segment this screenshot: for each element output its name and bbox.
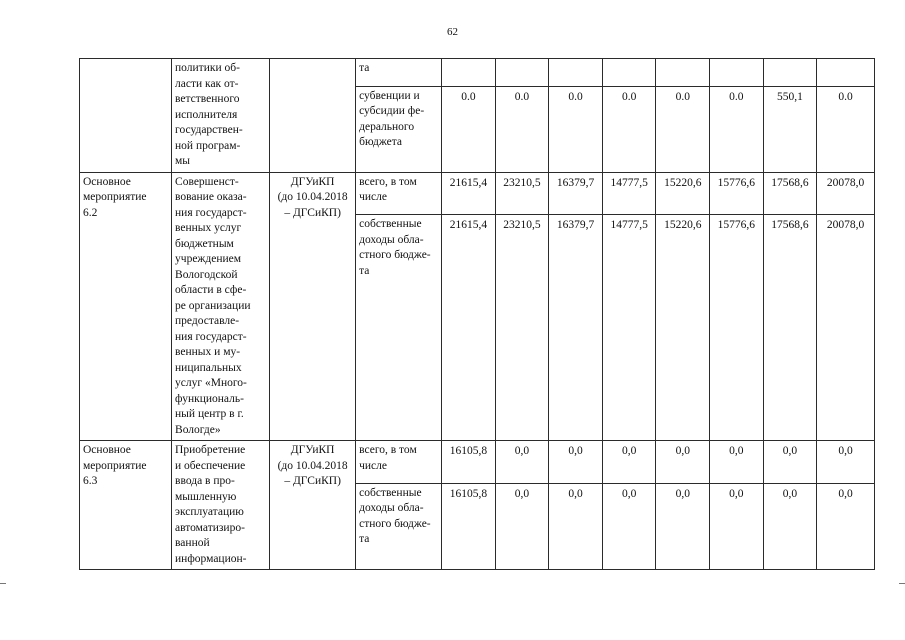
page-number: 62 <box>447 26 458 38</box>
value-cell: 0,0 <box>710 441 764 484</box>
table-row <box>80 172 875 215</box>
value-cell: 23210,5 <box>495 215 549 441</box>
value-cell: 15776,6 <box>710 172 764 215</box>
value-cell: 16379,7 <box>549 172 603 215</box>
value-cell: 0,0 <box>656 483 710 569</box>
value-cell: 20078,0 <box>817 215 875 441</box>
value-cell: 14777,5 <box>602 172 656 215</box>
value-cell: 0,0 <box>763 483 817 569</box>
measure-name-cell: Совершенст- вование оказа- ния государст- венных услуг бюджетным учреждением Вологодской области в сфе- ре организации предоставле- ния государст- венных и му- ниципальных услуг «Много- функциональ- ный центр в г. Вологде» <box>172 172 270 441</box>
value-cell: 14777,5 <box>602 215 656 441</box>
value-cell: 0.0 <box>656 86 710 172</box>
value-cell: 16105,8 <box>442 483 496 569</box>
measure-label-cell: Основное мероприятие 6.2 <box>80 172 172 441</box>
value-cell: 21615,4 <box>442 172 496 215</box>
value-cell: 0,0 <box>656 441 710 484</box>
measure-name-cell: политики об- ласти как от- ветственного исполнителя государствен- ной програм- мы <box>172 59 270 173</box>
value-cell: 0,0 <box>495 483 549 569</box>
funding-source-cell: собственные доходы обла- стного бюдже- та <box>356 483 442 569</box>
measure-label-cell <box>80 59 172 173</box>
value-cell: 21615,4 <box>442 215 496 441</box>
value-cell: 0,0 <box>817 441 875 484</box>
value-cell: 17568,6 <box>763 172 817 215</box>
funding-source-cell: та <box>356 59 442 87</box>
value-cell: 0.0 <box>602 86 656 172</box>
funding-source-cell: всего, в том числе <box>356 441 442 484</box>
value-cell: 16379,7 <box>549 215 603 441</box>
value-cell: 0,0 <box>602 483 656 569</box>
measure-name-cell: Приобретение и обеспечение ввода в про- мышленную эксплуатацию автоматизиро- ванной информацион- <box>172 441 270 570</box>
value-cell <box>602 59 656 87</box>
value-cell: 20078,0 <box>817 172 875 215</box>
funding-source-cell: субвенции и субсидии фе- дерального бюджета <box>356 86 442 172</box>
executor-cell: ДГУиКП (до 10.04.2018 – ДГСиКП) <box>270 172 356 441</box>
value-cell: 0,0 <box>710 483 764 569</box>
value-cell: 15220,6 <box>656 172 710 215</box>
value-cell <box>710 59 764 87</box>
funding-source-cell: всего, в том числе <box>356 172 442 215</box>
scan-edge-mark <box>899 583 905 584</box>
budget-table <box>79 58 875 570</box>
value-cell <box>763 59 817 87</box>
value-cell: 550,1 <box>763 86 817 172</box>
value-cell <box>549 59 603 87</box>
value-cell: 0,0 <box>495 441 549 484</box>
value-cell: 0.0 <box>817 86 875 172</box>
value-cell: 15220,6 <box>656 215 710 441</box>
measure-label-cell: Основное мероприятие 6.3 <box>80 441 172 570</box>
value-cell: 0,0 <box>549 441 603 484</box>
value-cell: 0,0 <box>817 483 875 569</box>
table-row <box>80 441 875 484</box>
value-cell: 0,0 <box>549 483 603 569</box>
executor-cell <box>270 59 356 173</box>
value-cell: 0,0 <box>602 441 656 484</box>
value-cell: 0,0 <box>763 441 817 484</box>
scan-edge-mark <box>0 583 6 584</box>
value-cell: 0.0 <box>549 86 603 172</box>
value-cell: 0.0 <box>710 86 764 172</box>
table-row <box>80 59 875 87</box>
value-cell <box>442 59 496 87</box>
value-cell: 17568,6 <box>763 215 817 441</box>
value-cell: 15776,6 <box>710 215 764 441</box>
value-cell: 0.0 <box>495 86 549 172</box>
value-cell: 23210,5 <box>495 172 549 215</box>
value-cell <box>817 59 875 87</box>
value-cell <box>495 59 549 87</box>
value-cell: 16105,8 <box>442 441 496 484</box>
funding-source-cell: собственные доходы обла- стного бюдже- та <box>356 215 442 441</box>
executor-cell: ДГУиКП (до 10.04.2018 – ДГСиКП) <box>270 441 356 570</box>
value-cell <box>656 59 710 87</box>
value-cell: 0.0 <box>442 86 496 172</box>
